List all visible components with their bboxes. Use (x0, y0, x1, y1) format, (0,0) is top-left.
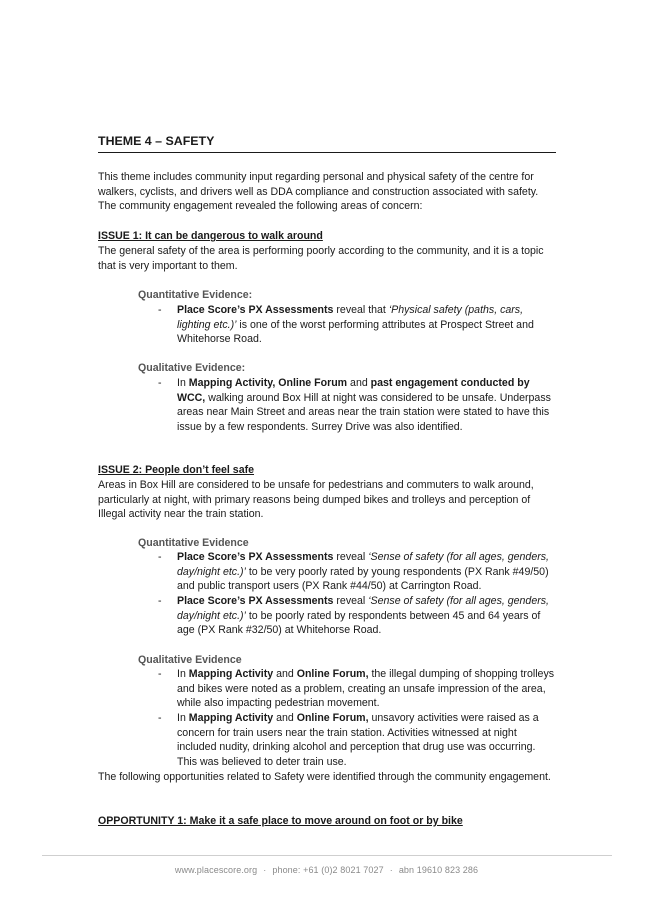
bullet-text: reveal that (333, 304, 389, 316)
dash-marker: - (158, 668, 162, 680)
bullet-text: the illegal dumping of shopping trolleys and bikes were noted as a problem, creating an unsafe impression of the area, while also impacting pedestrian movement. (177, 668, 555, 710)
issue2-body: Areas in Box Hill are considered to be unsafe for pedestrians and commuters to walk around, particularly at night, with primary reasons being dumped bikes and trolleys and perception of Illegal activity near the train station. (98, 479, 534, 521)
footer-phone: phone: +61 (0)2 8021 7027 (272, 865, 384, 875)
source-label: past engagement conducted by WCC, (177, 377, 530, 404)
dash-marker: - (158, 712, 162, 724)
bullet-text: unsavory activities were raised as a concern for train users near the train station. Activities witnessed at night included nudity, drinking alcohol and perception that drug use was occurring. This was believed to deter train use. (177, 712, 539, 768)
issue2-heading: ISSUE 2: People don’t feel safe (98, 464, 255, 476)
source-label: Online Forum, (296, 668, 369, 680)
bullet-text: and (347, 377, 371, 389)
source-label: Mapping Activity, Online Forum (188, 377, 348, 389)
source-label: Place Score’s PX Assessments (177, 551, 334, 563)
bullet-text: In (177, 712, 189, 724)
closing-paragraph: The following opportunities related to Safety were identified through the community engagement. (98, 771, 551, 783)
quoted-attribute: ‘Physical safety (paths, cars, lighting etc.)’ (177, 304, 524, 331)
source-label: Online Forum, (296, 712, 369, 724)
issue1-heading: ISSUE 1: It can be dangerous to walk around (98, 230, 323, 242)
issue2-qual-bullet-1 (158, 667, 557, 711)
bullet-text: and (273, 712, 297, 724)
issue2-qual-heading: Qualitative Evidence (138, 654, 242, 666)
footer-abn: abn 19610 823 286 (398, 865, 479, 875)
issue2-quant-bullet-2 (158, 594, 557, 638)
intro-paragraph: This theme includes community input regarding personal and physical safety of the centre for walkers, cyclists, and drivers well as DDA compliance and construction associated with safety. The community engagement revealed the following areas of concern: (98, 171, 539, 213)
source-label: Mapping Activity (188, 668, 274, 680)
opportunity1-heading: OPPORTUNITY 1: Make it a safe place to move around on foot or by bike (98, 815, 463, 827)
issue2-qual-bullet-2 (158, 711, 557, 769)
dash-marker: - (158, 595, 162, 607)
issue1-qual-bullet (158, 376, 557, 434)
source-label: Mapping Activity (188, 712, 274, 724)
issue2-quant-bullet-1 (158, 550, 557, 594)
source-label: Place Score’s PX Assessments (177, 595, 334, 607)
quoted-attribute: ‘Sense of safety (for all ages, genders, day/night etc.)’ (177, 595, 549, 622)
bullet-text: to be poorly rated by respondents between 45 and 64 years of age (PX Rank #32/50) at Whitehorse Road. (177, 609, 541, 637)
footer-divider (42, 855, 612, 856)
dash-marker: - (158, 551, 162, 563)
dash-marker: - (158, 377, 162, 389)
footer-separator: · (263, 865, 267, 875)
bullet-text: is one of the worst performing attributes at Prospect Street and Whitehorse Road. (177, 318, 534, 346)
quoted-attribute: ‘Sense of safety (for all ages, genders, day/night etc.)’ (177, 551, 549, 578)
bullet-text: In (177, 668, 189, 680)
theme-title: THEME 4 – SAFETY (98, 133, 556, 153)
dash-marker: - (158, 304, 162, 316)
footer-website: www.placescore.org (174, 865, 258, 875)
issue2-quant-heading: Quantitative Evidence (138, 537, 249, 549)
issue1-quant-heading: Quantitative Evidence: (138, 289, 253, 301)
page-footer (0, 863, 653, 878)
bullet-text: In (177, 377, 189, 389)
issue1-body: The general safety of the area is performing poorly according to the community, and it is a topic that is very important to them. (98, 245, 544, 272)
bullet-text: walking around Box Hill at night was considered to be unsafe. Underpass areas near Main Street and areas near the train station were stated to have this issue by a few respondents. Surrey Drive was also identified. (177, 391, 551, 433)
bullet-text: to be very poorly rated by young respondents (PX Rank #49/50) and public transport users (PX Rank #44/50) at Carrington Road. (177, 565, 549, 593)
bullet-text: reveal (333, 595, 369, 607)
issue1-qual-heading: Qualitative Evidence: (138, 362, 246, 374)
bullet-text: and (273, 668, 297, 680)
footer-separator: · (389, 865, 393, 875)
issue1-quant-bullet (158, 303, 557, 347)
bullet-text: reveal (333, 551, 369, 563)
source-label: Place Score’s PX Assessments (177, 304, 334, 316)
